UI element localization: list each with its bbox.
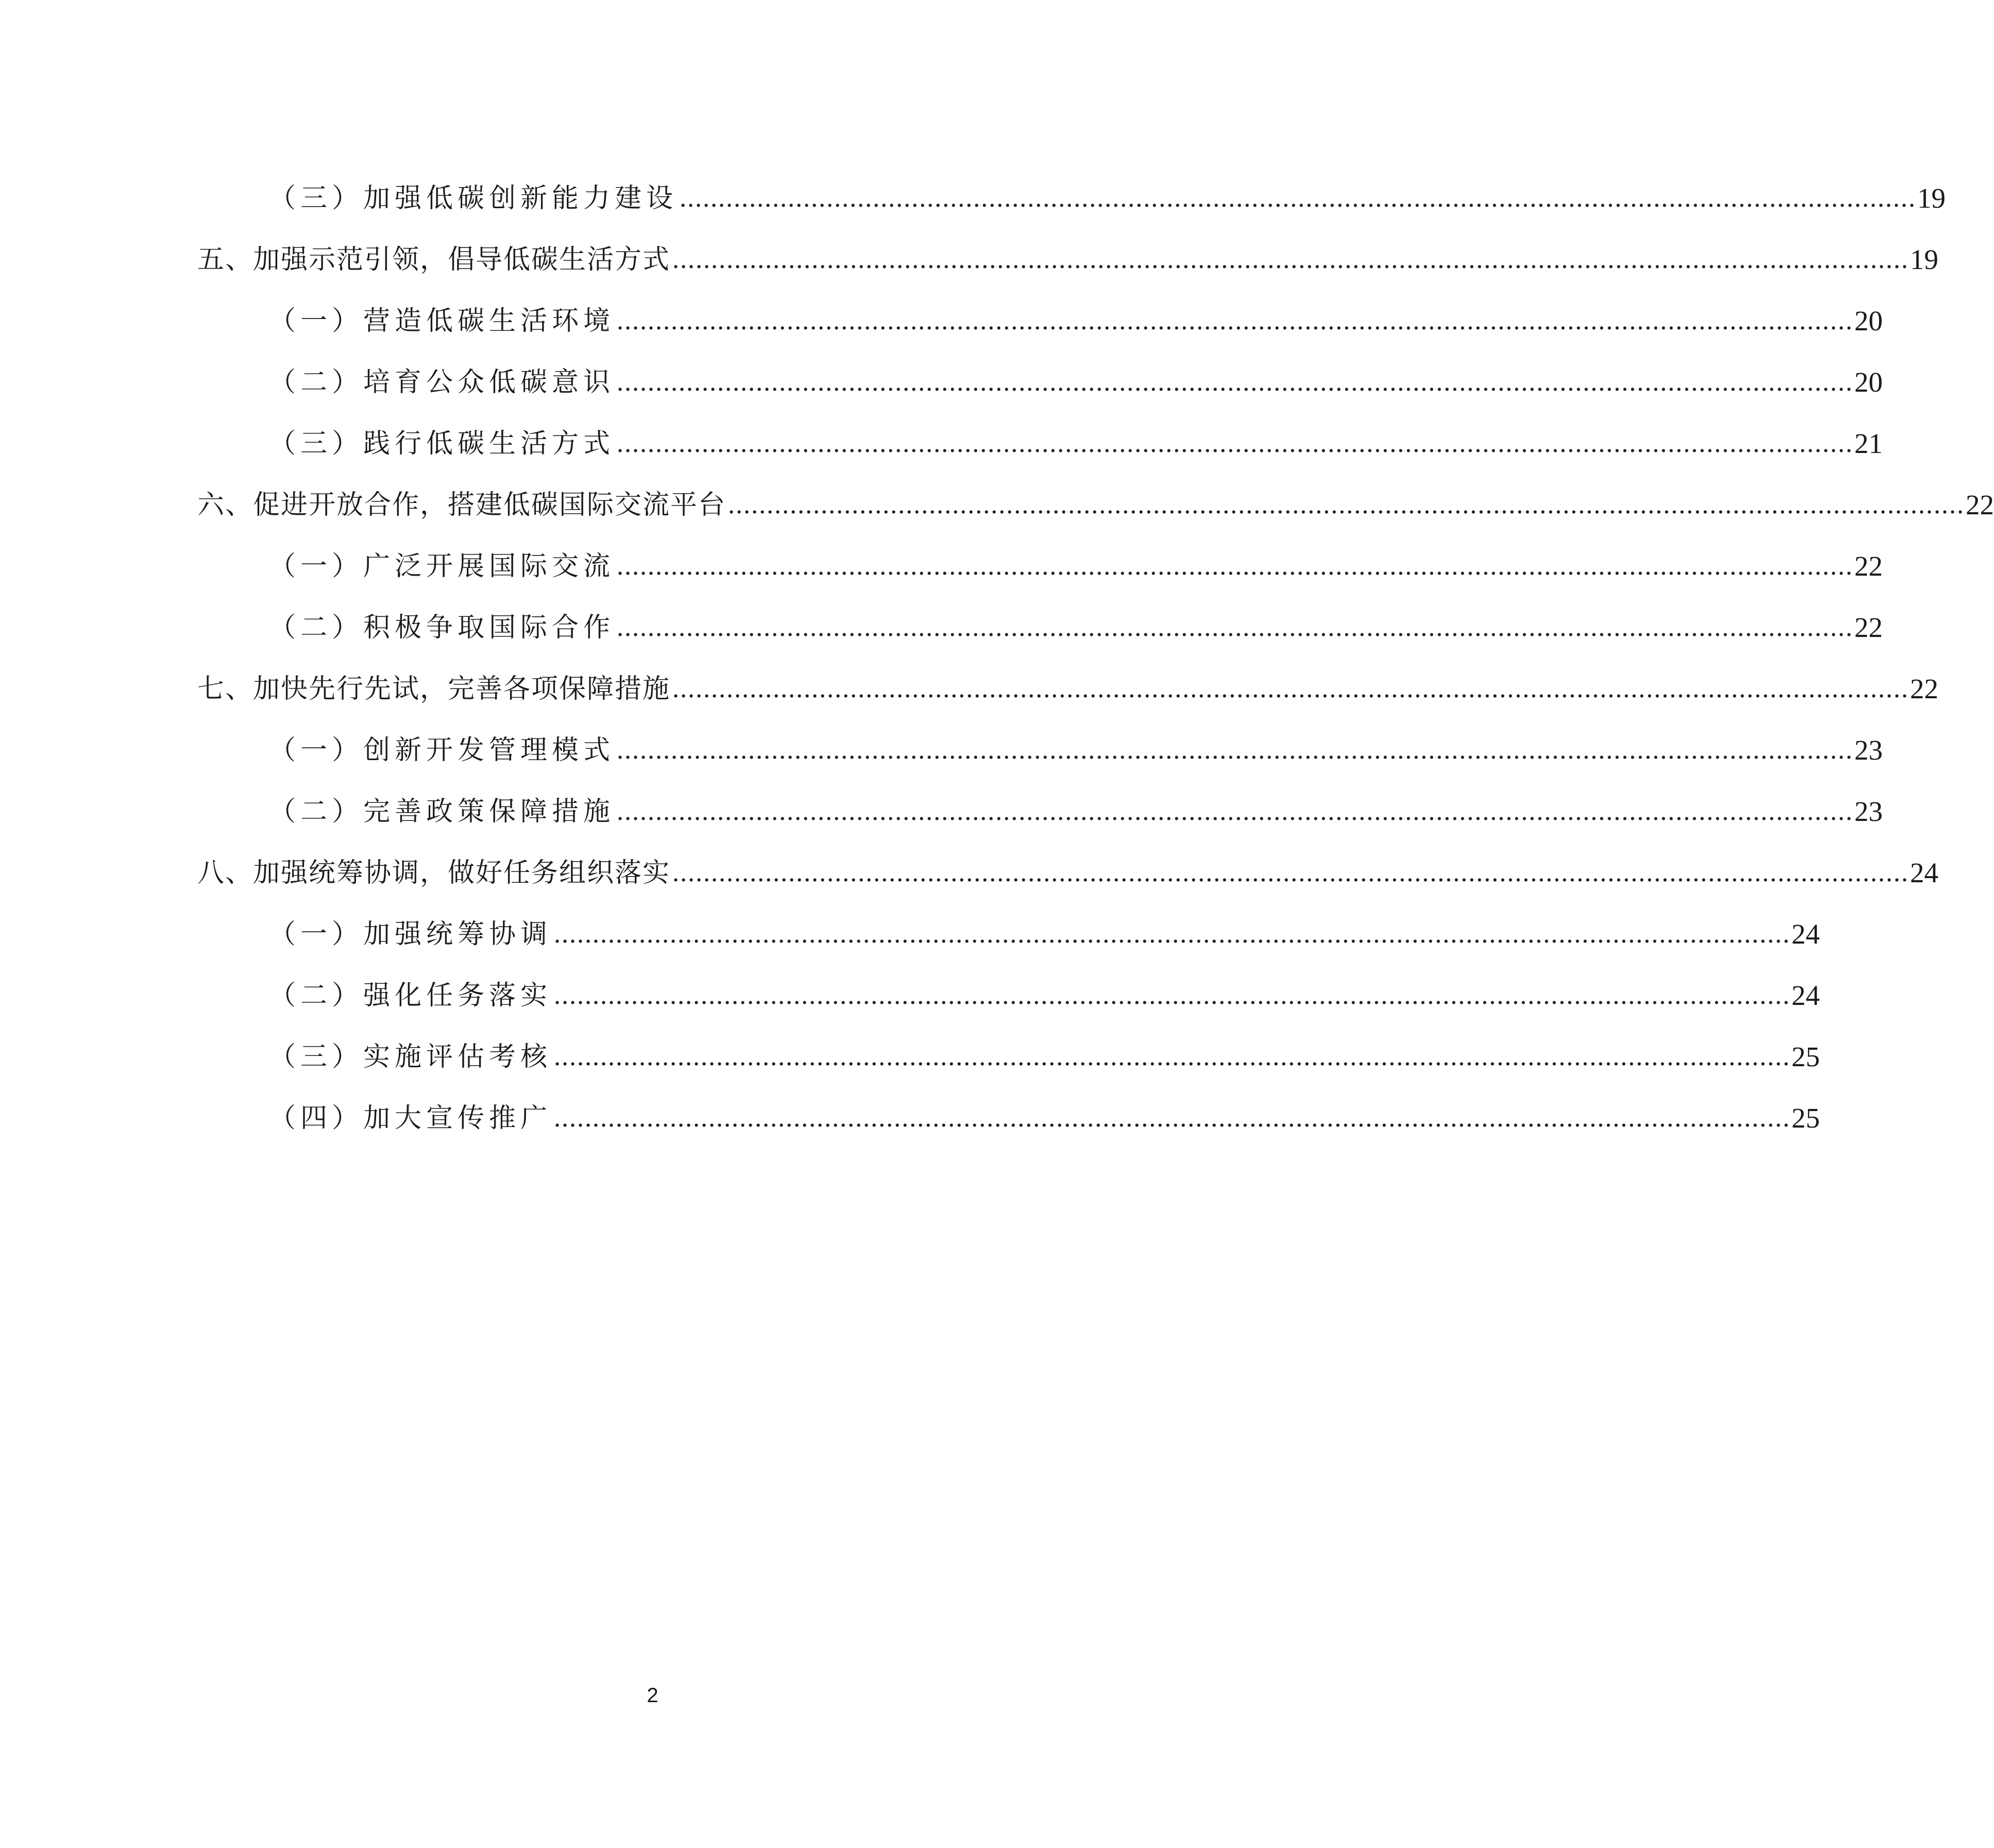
toc-entry-label: （三）加强低碳创新能力建设 [269,183,678,214]
toc-entry-page: 24 [1792,918,1820,950]
toc-entry-label: 八、加强统筹协调，做好任务组织落实 [197,858,671,888]
toc-entry-label: （一）加强统筹协调 [269,919,552,950]
toc-entry[interactable] [269,1098,1820,1139]
toc-entry-page: 21 [1854,428,1883,459]
toc-dot-leader: ................................................................................................................................................................ [617,367,1854,397]
toc-entry[interactable] [269,791,1883,832]
toc-dot-leader: ................................................................................................................................................................ [680,183,1917,213]
toc-entry-label: （四）加大宣传推广 [269,1103,552,1134]
toc-entry-page: 19 [1917,182,1946,214]
toc-entry-page: 23 [1854,796,1883,827]
toc-entry[interactable] [269,300,1883,342]
toc-entry[interactable] [269,178,1946,219]
toc-entry-label: （三）实施评估考核 [269,1041,552,1072]
toc-entry-label: （三）践行低碳生活方式 [269,428,615,459]
toc-dot-leader: ................................................................................................................................................................ [617,735,1854,765]
toc-entry-label: （二）强化任务落实 [269,980,552,1011]
toc-dot-leader: ................................................................................................................................................................ [617,613,1854,642]
toc-entry-label: 五、加强示范引领，倡导低碳生活方式 [197,244,671,275]
toc-entry[interactable] [269,914,1820,955]
toc-dot-leader: ................................................................................................................................................................ [554,1042,1791,1071]
toc-entry-page: 20 [1854,305,1883,337]
toc-entry-page: 23 [1854,734,1883,766]
toc-dot-leader: ................................................................................................................................................................ [617,551,1854,581]
toc-dot-leader: ................................................................................................................................................................ [554,1103,1791,1133]
toc-dot-leader: ................................................................................................................................................................ [617,797,1854,826]
toc-entry[interactable] [269,362,1883,403]
toc-dot-leader: ................................................................................................................................................................ [728,490,1965,519]
toc-entry[interactable] [197,484,1994,526]
toc-dot-leader: ................................................................................................................................................................ [617,429,1854,458]
toc-entry-label: （一）营造低碳生活环境 [269,306,615,337]
toc-entry[interactable] [269,975,1820,1016]
toc-entry-label: 六、促进开放合作，搭建低碳国际交流平台 [197,490,726,520]
toc-entry-page: 25 [1792,1102,1820,1134]
toc-entry-label: （二）完善政策保障措施 [269,796,615,827]
toc-entry-page: 22 [1854,550,1883,582]
toc-entry[interactable] [269,1036,1820,1078]
toc-entry[interactable] [197,668,1939,710]
toc-dot-leader: ................................................................................................................................................................ [554,919,1791,949]
toc-entry-label: （一）广泛开展国际交流 [269,551,615,582]
toc-entry-label: （二）培育公众低碳意识 [269,367,615,398]
toc-entry[interactable] [197,852,1939,894]
toc-entry[interactable] [197,239,1939,280]
toc-dot-leader: ................................................................................................................................................................ [672,858,1909,887]
toc-dot-leader: ................................................................................................................................................................ [617,306,1854,335]
toc-entry-page: 20 [1854,366,1883,398]
toc-entry-page: 22 [1854,612,1883,643]
toc-entry[interactable] [269,546,1883,587]
toc-entry[interactable] [269,423,1883,464]
toc-entry-page: 22 [1966,489,1994,520]
toc-dot-leader: ................................................................................................................................................................ [554,981,1791,1010]
toc-entry-page: 24 [1792,980,1820,1011]
toc-entry-label: （一）创新开发管理模式 [269,735,615,766]
toc-entry-page: 22 [1910,673,1939,704]
toc-entry-page: 24 [1910,857,1939,888]
toc-entry-page: 19 [1910,244,1939,275]
toc-entry-page: 25 [1792,1041,1820,1072]
toc-entry-label: 七、加快先行先试，完善各项保障措施 [197,674,671,704]
toc-dot-leader: ................................................................................................................................................................ [672,245,1909,274]
page-number-footer: 2 [647,1684,658,1707]
toc-entry[interactable] [269,607,1883,648]
toc-entry[interactable] [269,730,1883,771]
toc-entry-label: （二）积极争取国际合作 [269,612,615,643]
toc-dot-leader: ................................................................................................................................................................ [672,674,1909,703]
